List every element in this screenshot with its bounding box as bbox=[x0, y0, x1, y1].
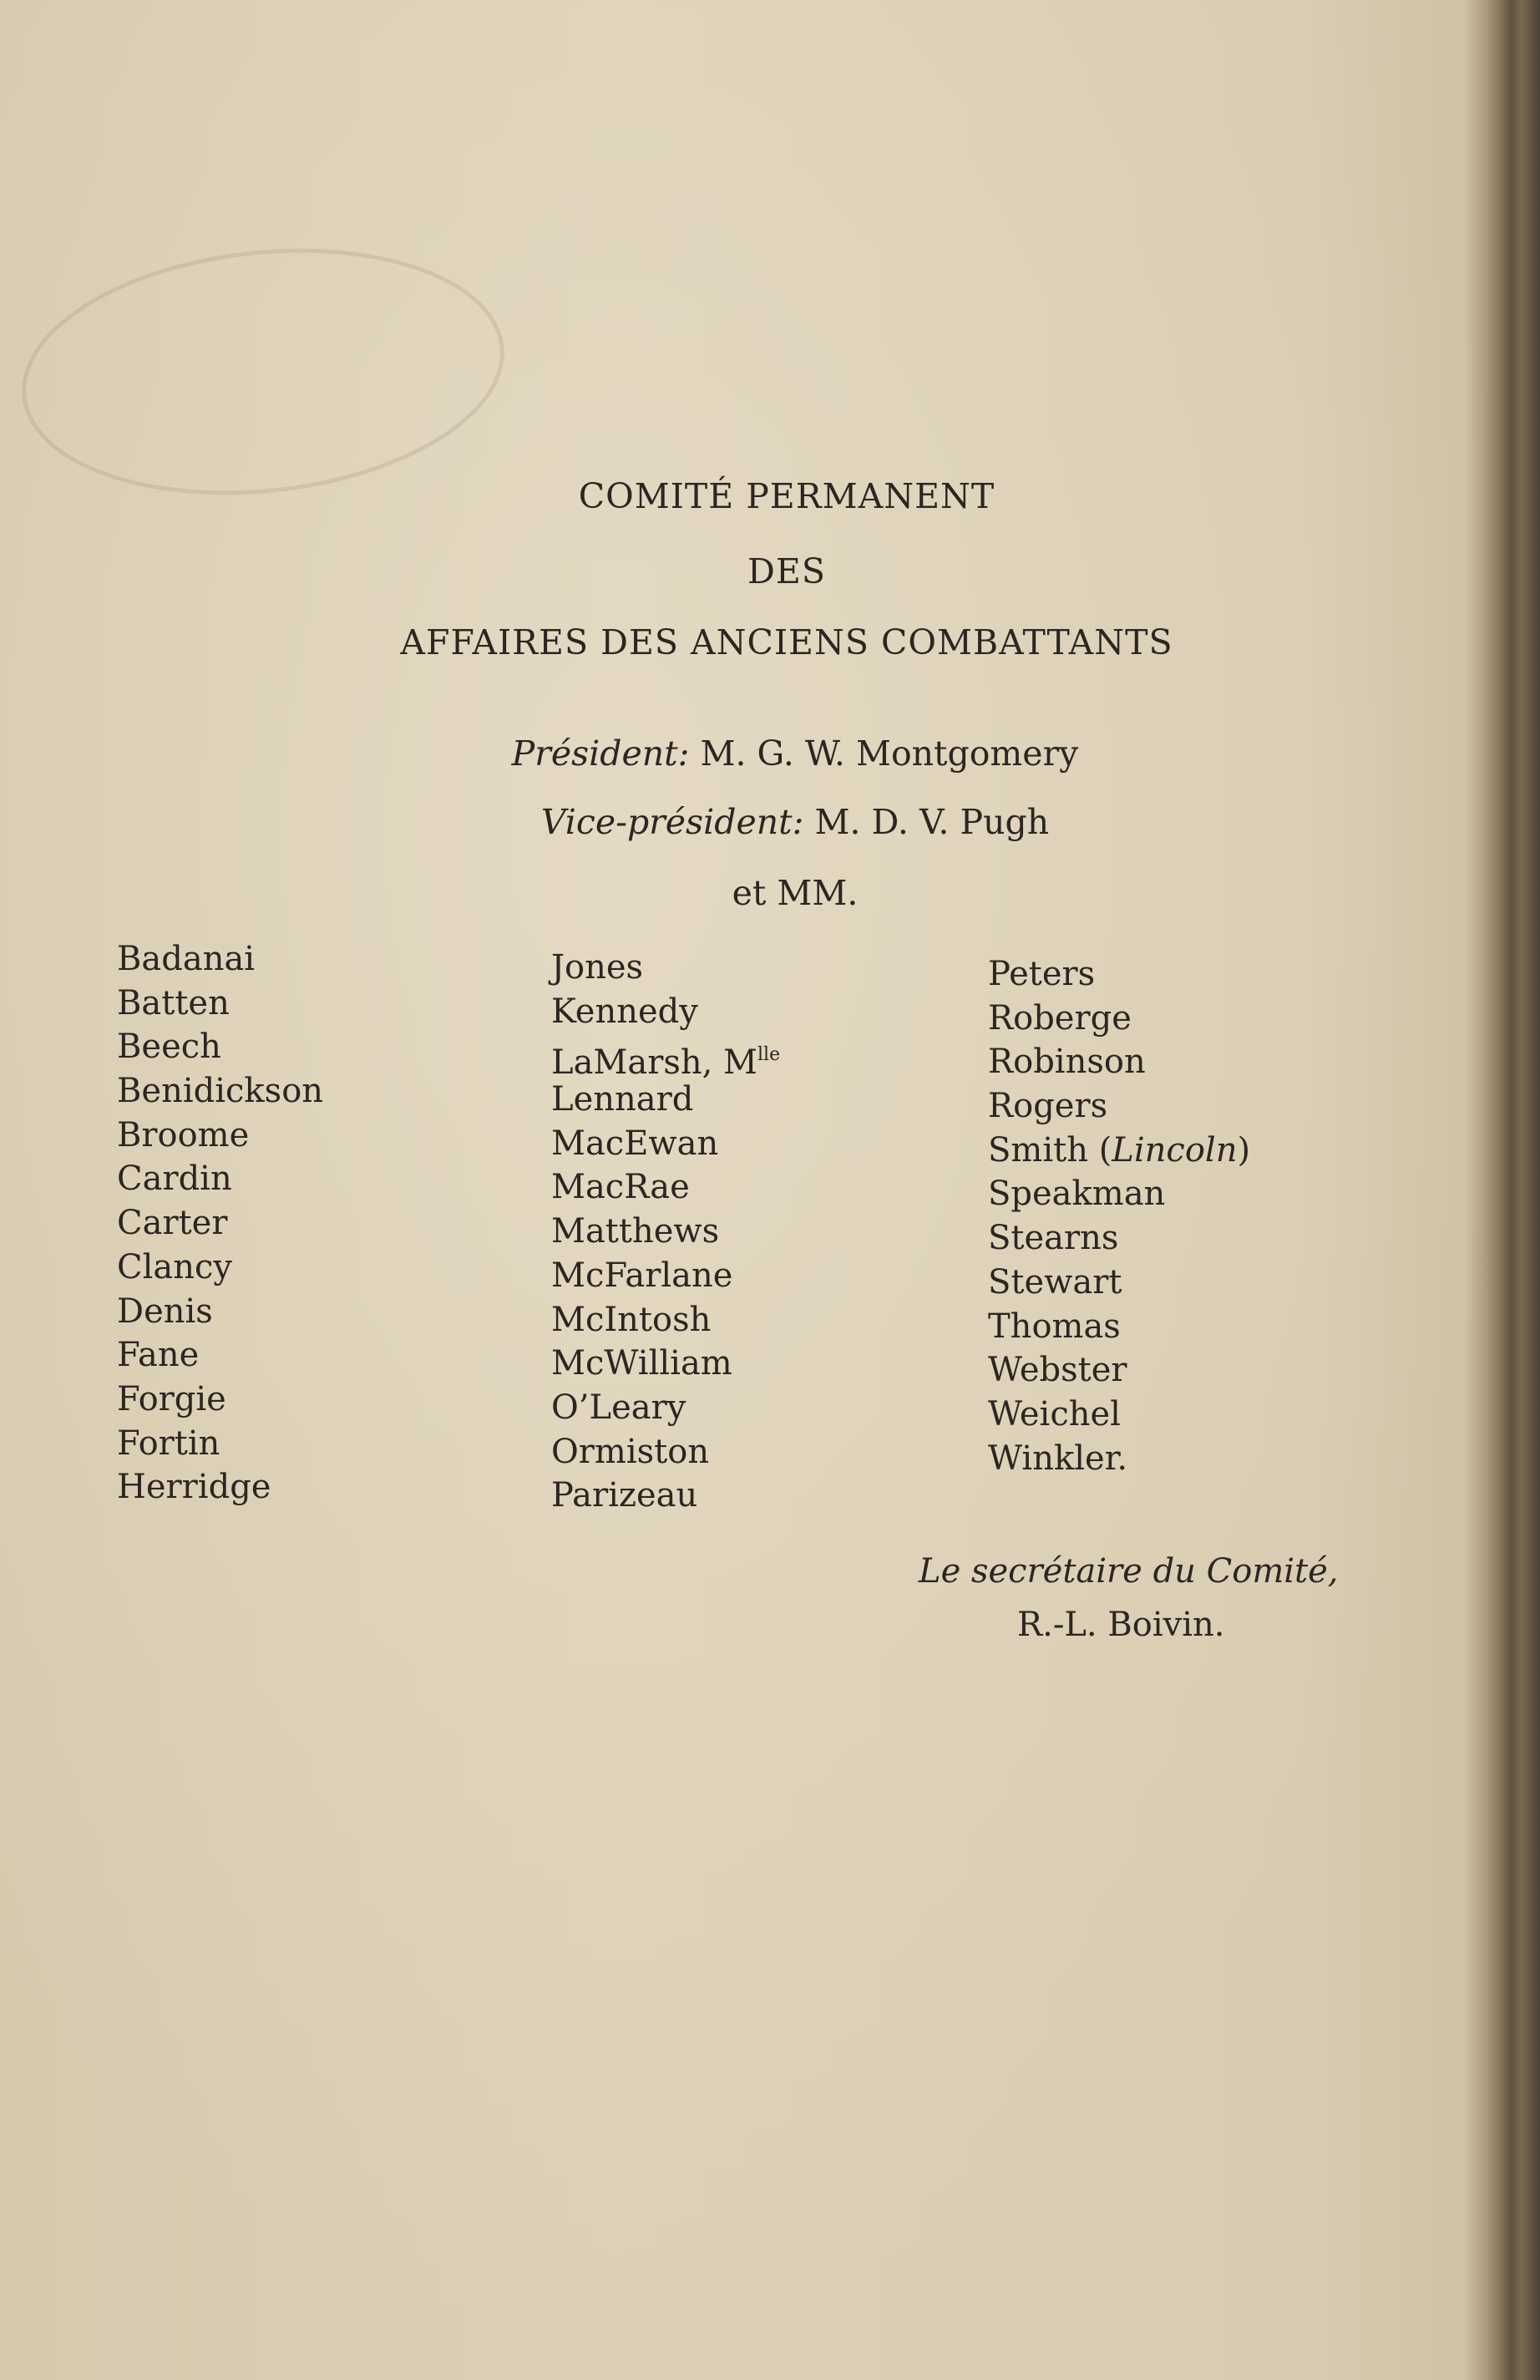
member-name: Thomas bbox=[988, 1307, 1121, 1346]
member-name: Fane bbox=[117, 1336, 200, 1375]
member-name: Weichel bbox=[988, 1394, 1121, 1434]
member-name: Denis bbox=[117, 1291, 213, 1331]
member-name: McWilliam bbox=[551, 1344, 732, 1383]
member-name: O’Leary bbox=[551, 1388, 686, 1427]
member-name: Webster bbox=[988, 1351, 1127, 1390]
member-name: Matthews bbox=[551, 1212, 720, 1251]
member-name: Badanai bbox=[117, 940, 256, 978]
vice-president-line bbox=[25, 802, 1540, 842]
title-superscript: lle bbox=[757, 1044, 781, 1066]
member-name: Speakman bbox=[988, 1175, 1166, 1214]
member-name: Ormiston bbox=[551, 1432, 710, 1471]
member-name: Benidickson bbox=[117, 1072, 324, 1111]
member-name: Roberge bbox=[988, 998, 1132, 1038]
page-binding-shadow bbox=[1465, 0, 1540, 2380]
vice-president-name: M. D. V. Pugh bbox=[814, 802, 1050, 842]
member-name: Cardin bbox=[117, 1160, 232, 1199]
member-name: MacRae bbox=[551, 1168, 690, 1207]
committee-title-line-2: DES bbox=[747, 551, 826, 591]
member-name: Parizeau bbox=[551, 1476, 698, 1515]
member-name: MacEwan bbox=[551, 1124, 719, 1163]
secretary-name: R.-L. Boivin. bbox=[1017, 1606, 1225, 1644]
member-name: Stearns bbox=[988, 1219, 1119, 1258]
vice-president-label: Vice-président: bbox=[540, 802, 804, 842]
committee-title-line-1: COMITÉ PERMANENT bbox=[578, 476, 995, 516]
riding-name: Lincoln bbox=[1112, 1130, 1238, 1170]
member-name-lamarsh bbox=[551, 1033, 781, 1083]
member-name-text: Smith bbox=[988, 1130, 1088, 1170]
committee-title-line-3: AFFAIRES DES ANCIENS COMBATTANTS bbox=[400, 622, 1173, 662]
member-name: Herridge bbox=[117, 1468, 271, 1507]
member-name: Fortin bbox=[117, 1423, 220, 1463]
faded-stamp bbox=[9, 226, 516, 517]
member-name: Jones bbox=[551, 948, 644, 987]
member-name: Stewart bbox=[988, 1262, 1122, 1302]
member-list-column-1 bbox=[117, 937, 323, 1510]
member-name: Robinson bbox=[988, 1043, 1146, 1082]
president-line bbox=[25, 733, 1540, 774]
riding-close-paren: ) bbox=[1237, 1130, 1251, 1170]
member-name: Rogers bbox=[988, 1087, 1108, 1126]
member-name: Clancy bbox=[117, 1247, 233, 1286]
member-name: Kennedy bbox=[551, 992, 698, 1031]
member-name: Carter bbox=[117, 1204, 228, 1243]
riding-open-paren: ( bbox=[1098, 1130, 1112, 1170]
president-label: Président: bbox=[511, 733, 690, 774]
member-name: McIntosh bbox=[551, 1300, 712, 1339]
member-name: Forgie bbox=[117, 1379, 226, 1418]
president-name: M. G. W. Montgomery bbox=[700, 733, 1079, 774]
member-name-text: LaMarsh, M bbox=[551, 1043, 758, 1083]
member-name: McFarlane bbox=[551, 1256, 733, 1295]
member-name: Broome bbox=[117, 1115, 250, 1154]
member-name: Lennard bbox=[551, 1080, 694, 1119]
members-intro: et MM. bbox=[732, 873, 859, 913]
member-name: Beech bbox=[117, 1028, 221, 1067]
member-name: Peters bbox=[988, 955, 1096, 993]
member-list-column-2 bbox=[551, 946, 780, 1518]
member-name: Winkler. bbox=[988, 1439, 1128, 1478]
secretary-title: Le secrétaire du Comité, bbox=[919, 1552, 1339, 1591]
member-list-column-3 bbox=[988, 952, 1250, 1480]
member-name-smith bbox=[988, 1129, 1250, 1173]
member-name: Batten bbox=[117, 983, 230, 1023]
